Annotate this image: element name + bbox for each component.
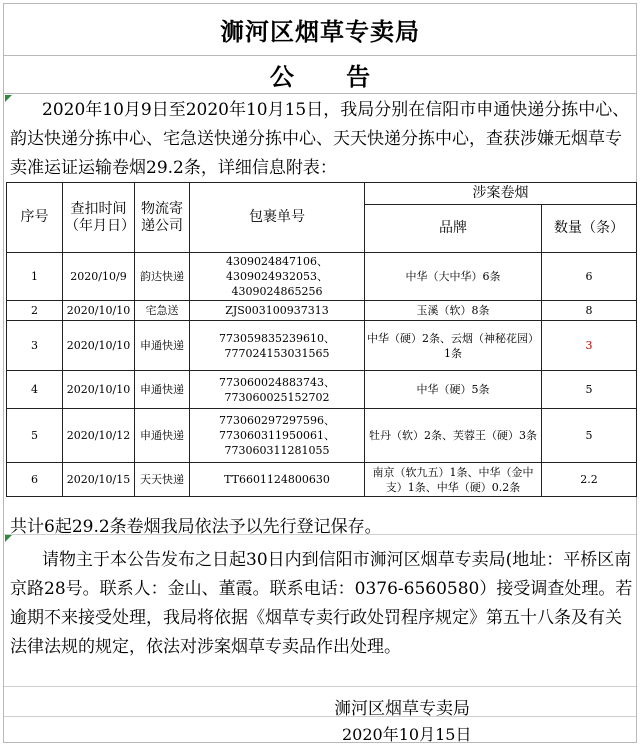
cell-quantity: 8 xyxy=(542,301,637,321)
header-brand: 品牌 xyxy=(365,205,542,253)
cell-quantity-highlighted: 3 xyxy=(542,321,637,371)
table-row xyxy=(7,301,637,321)
cell-tracking: 773060024883743、773060025152702 xyxy=(190,371,365,409)
cell-brand: 牡丹（软）2条、芙蓉王（硬）3条 xyxy=(365,409,542,463)
cell-date: 2020/10/15 xyxy=(63,463,135,497)
table-row xyxy=(7,371,637,409)
cell-date: 2020/10/9 xyxy=(63,253,135,301)
cell-brand: 玉溪（软）8条 xyxy=(365,301,542,321)
cell-date: 2020/10/10 xyxy=(63,371,135,409)
notice-sheet xyxy=(3,3,637,743)
signature-date: 2020年10月15日 xyxy=(342,725,472,744)
cell-quantity: 6 xyxy=(542,253,637,301)
cell-company: 韵达快递 xyxy=(135,253,190,301)
cell-company: 宅急送 xyxy=(135,301,190,321)
cell-seq: 6 xyxy=(7,463,63,497)
cell-date: 2020/10/12 xyxy=(63,409,135,463)
cell-tracking: 773059835239610、777024153031565 xyxy=(190,321,365,371)
intro-paragraph: 2020年10月9日至2020年10月15日，我局分别在信阳市申通快递分拣中心、韵达快递分拣中心、宅急送快递分拣中心、天天快递分拣中心，查获涉嫌无烟草专卖准运证运输卷烟29.2条，详细信息附表： xyxy=(10,100,630,178)
header-date-main: 查扣时间 xyxy=(70,200,127,217)
cell-brand: 南京（软九五）1条、中华（金中支）1条、中华（硬）0.2条 xyxy=(365,463,542,497)
cell-date: 2020/10/10 xyxy=(63,321,135,371)
cell-seq: 5 xyxy=(7,409,63,463)
cell-tracking: 4309024847106、4309024932053、4309024865256 xyxy=(190,253,365,301)
page-title: 浉河区烟草专卖局 xyxy=(4,4,636,56)
cell-seq: 4 xyxy=(7,371,63,409)
header-seq: 序号 xyxy=(7,183,63,253)
cell-seq: 3 xyxy=(7,321,63,371)
request-paragraph: 请物主于本公告发布之日起30日内到信阳市浉河区烟草专卖局(地址：平桥区南京路28号。联系人：金山、董霞。联系电话：0376-6560580）接受调查处理。若逾期不来接受处理，我局将依据《烟草专卖行政处罚程序规定》第五十八条及有关法律法规的规定，依法对涉案烟草专卖品作出处理。 xyxy=(10,550,633,657)
total-summary: 共计6起29.2条卷烟我局依法予以先行登记保存。 xyxy=(10,517,382,537)
cell-quantity: 5 xyxy=(542,371,637,409)
header-date xyxy=(63,183,135,253)
table-row xyxy=(7,409,637,463)
cell-seq: 1 xyxy=(7,253,63,301)
cell-company: 天天快递 xyxy=(135,463,190,497)
cell-tracking: 773060297297596、773060311950061、773060311281055 xyxy=(190,409,365,463)
table-row xyxy=(7,253,637,301)
cell-tracking: TT6601124800630 xyxy=(190,463,365,497)
notice-heading: 公 告 xyxy=(4,56,636,94)
header-company: 物流寄递公司 xyxy=(135,183,190,253)
header-quantity: 数量（条） xyxy=(542,205,637,253)
table-row xyxy=(7,463,637,497)
cell-company: 申通快递 xyxy=(135,321,190,371)
seizure-table xyxy=(6,182,637,497)
header-tracking: 包裹单号 xyxy=(190,183,365,253)
cell-brand: 中华（硬）5条 xyxy=(365,371,542,409)
cell-brand: 中华（大中华）6条 xyxy=(365,253,542,301)
cell-company: 申通快递 xyxy=(135,409,190,463)
cell-quantity: 5 xyxy=(542,409,637,463)
cell-seq: 2 xyxy=(7,301,63,321)
table-row xyxy=(7,321,637,371)
row-divider xyxy=(4,686,636,687)
cell-date: 2020/10/10 xyxy=(63,301,135,321)
header-date-note: （年月日） xyxy=(65,217,135,234)
cell-quantity: 2.2 xyxy=(542,463,637,497)
cell-brand: 中华（硬）2条、云烟（神秘花园）1条 xyxy=(365,321,542,371)
signature-org: 浉河区烟草专卖局 xyxy=(334,699,470,719)
cell-tracking: ZJS003100937313 xyxy=(190,301,365,321)
cell-company: 申通快递 xyxy=(135,371,190,409)
row-divider xyxy=(4,716,636,717)
header-seized-cigarettes: 涉案卷烟 xyxy=(365,183,637,205)
